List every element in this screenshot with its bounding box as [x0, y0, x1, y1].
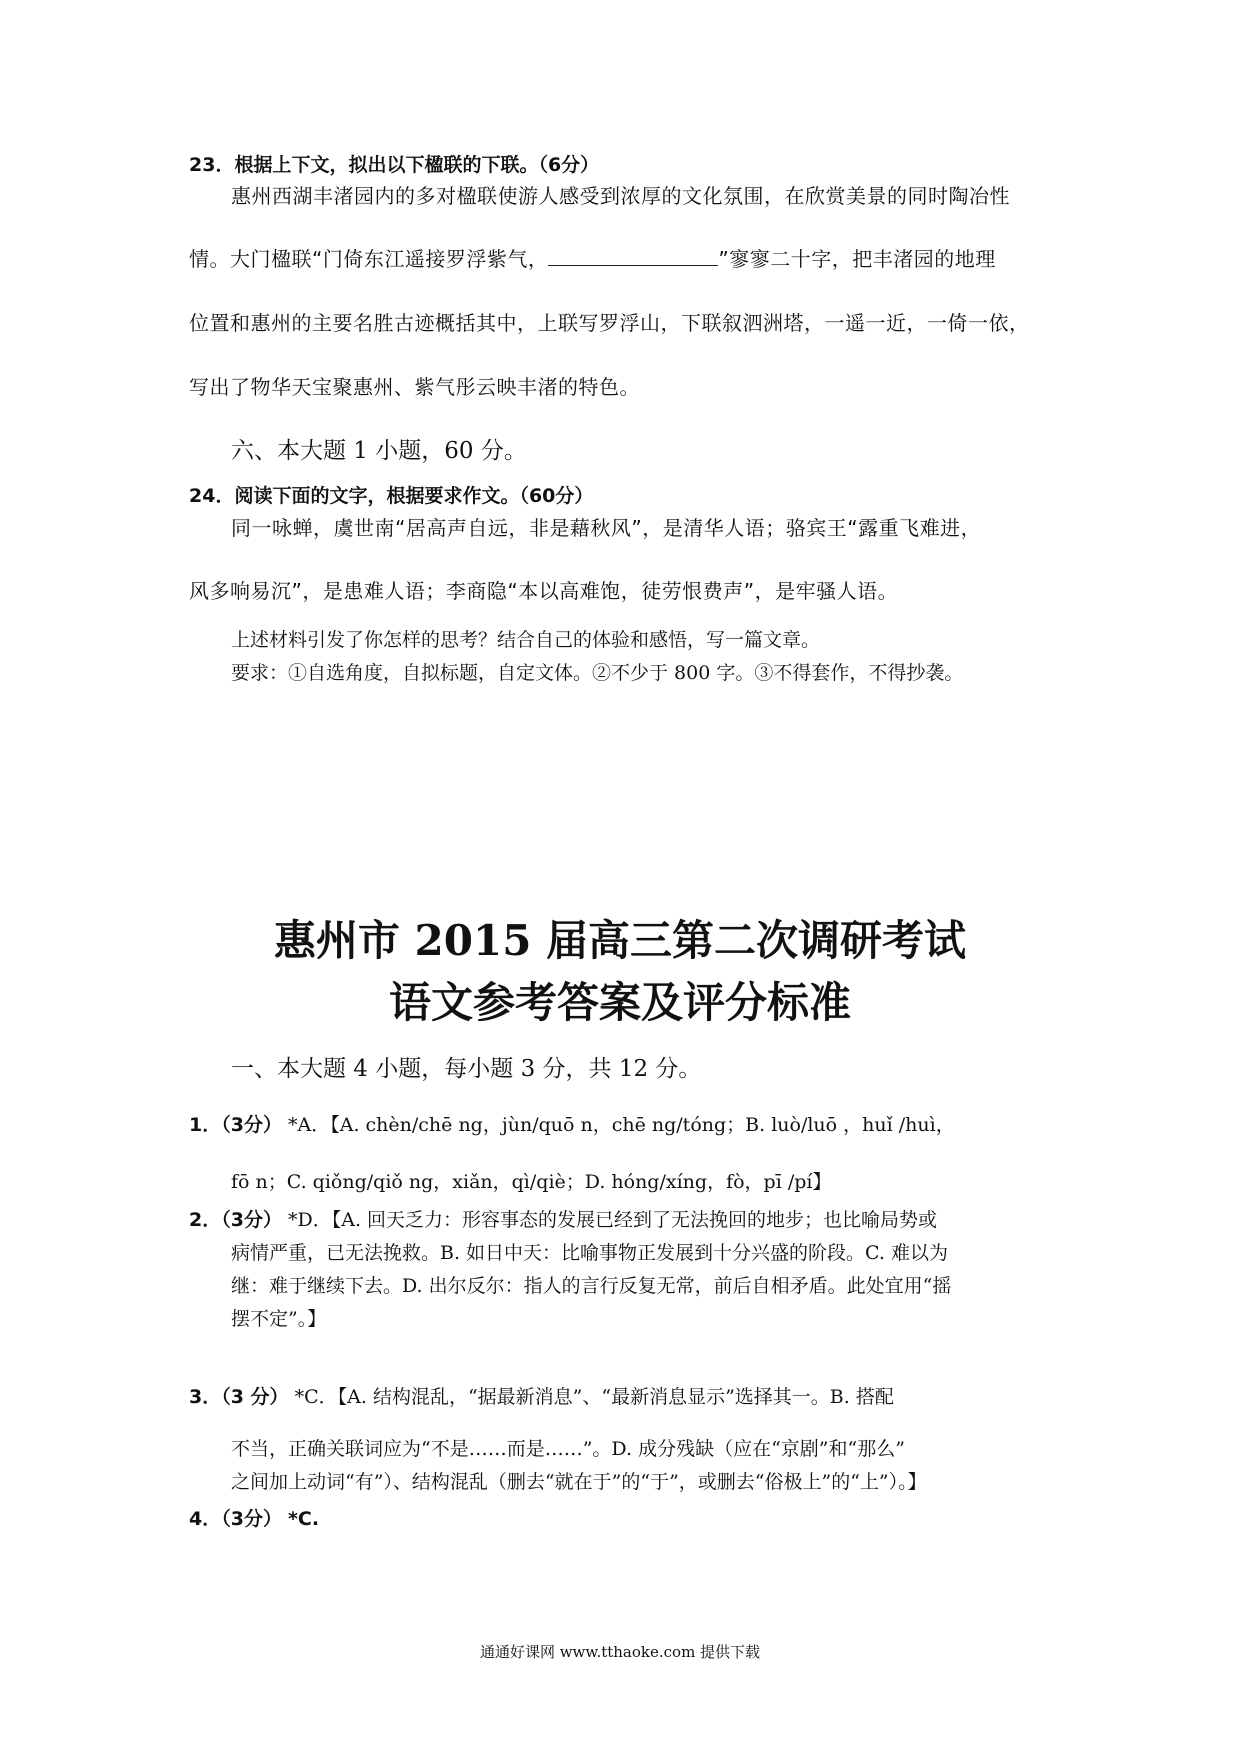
- document-title-line-2: 语文参考答案及评分标准: [388, 978, 851, 1027]
- answer-2-line-2: 病情严重，已无法挽救。B. 如日中天：比喻事物正发展到十分兴盛的阶段。C. 难以为: [231, 1242, 948, 1264]
- question-23-heading: 23．根据上下文，拟出以下楹联的下联。（6分）: [189, 154, 600, 176]
- answer-1-number: 1．（3分）: [189, 1114, 282, 1136]
- q24-text-line-2: 风多响易沉”，是患难人语；李商隐“本以高难饱，徒劳恨费声”，是牢骚人语。: [189, 579, 899, 603]
- answer-3-line-3: 之间加上动词“有”）、结构混乱（删去“就在于”的“于”，或删去“俗极上”的“上”）。】: [231, 1471, 927, 1493]
- section-1-heading: 一、本大题 4 小题，每小题 3 分，共 12 分。: [231, 1056, 702, 1082]
- q23-text-line-3: 位置和惠州的主要名胜古迹概括其中，上联写罗浮山，下联叙泗洲塔，一遥一近，一倚一依，: [189, 311, 1030, 335]
- answer-2-number: 2．（3分）: [189, 1209, 282, 1231]
- document-title-line-1: 惠州市 2015 届高三第二次调研考试: [273, 916, 967, 965]
- answer-2-line-4: 摆不定”。】: [231, 1308, 327, 1330]
- section-6-heading: 六、本大题 1 小题，60 分。: [231, 438, 527, 464]
- answer-4-line-1: [189, 1504, 319, 1531]
- answer-3-text: *C．【A. 结构混乱，“据最新消息”、“最新消息显示”选择其一。B. 搭配: [294, 1386, 894, 1408]
- q24-text-line-1: 同一咏蝉，虞世南“居高声自远，非是藉秋风”，是清华人语；骆宾王“露重飞难进，: [231, 516, 982, 540]
- answer-blank: [548, 249, 718, 266]
- answer-1-line-2: fō n；C. qiǒng/qiǒ ng，xiǎn，qì/qiè；D. hóng/xíng，fò，pī /pí】: [231, 1171, 832, 1193]
- answer-3-number: 3．（3 分）: [189, 1386, 289, 1408]
- answer-3-line-1: [189, 1382, 894, 1409]
- q23-text-line-1: 惠州西湖丰渚园内的多对楹联使游人感受到浓厚的文化氛围，在欣赏美景的同时陶冶性: [231, 184, 1010, 208]
- q24-requirements: 要求：①自选角度，自拟标题，自定文体。②不少于 800 字。③不得套作，不得抄袭。: [231, 662, 964, 684]
- q23-text-line-4: 写出了物华天宝聚惠州、紫气彤云映丰渚的特色。: [189, 375, 640, 399]
- answer-4-text: *C.: [288, 1508, 320, 1530]
- footer-source: 通通好课网 www.tthaoke.com 提供下载: [479, 1643, 761, 1661]
- answer-1-line-1: [189, 1110, 955, 1137]
- q23-text-line-2: [189, 243, 996, 272]
- answer-2-line-3: 继：难于继续下去。D. 出尔反尔：指人的言行反复无常，前后自相矛盾。此处宜用“摇: [231, 1275, 952, 1297]
- q23-line-2-part-1: 情。大门楹联“门倚东江遥接罗浮紫气，: [189, 247, 549, 271]
- q23-line-2-part-2: ”寥寥二十字，把丰渚园的地理: [718, 247, 996, 271]
- answer-3-line-2: 不当，正确关联词应为“不是……而是……”。D. 成分残缺（应在“京剧”和“那么”: [231, 1438, 905, 1460]
- answer-2-line-1: [189, 1205, 937, 1232]
- q24-text-line-3: 上述材料引发了你怎样的思考？结合自己的体验和感悟，写一篇文章。: [231, 629, 821, 651]
- answer-2-text: *D．【A. 回天乏力：形容事态的发展已经到了无法挽回的地步；也比喻局势或: [288, 1209, 938, 1231]
- question-24-heading: 24．阅读下面的文字，根据要求作文。（60分）: [189, 485, 594, 507]
- answer-1-text: *A．【A. chèn/chē ng，jùn/quō n，chē ng/tóng；B. luò/luō ，huǐ /huì，: [288, 1114, 955, 1136]
- answer-4-number: 4．（3分）: [189, 1508, 282, 1530]
